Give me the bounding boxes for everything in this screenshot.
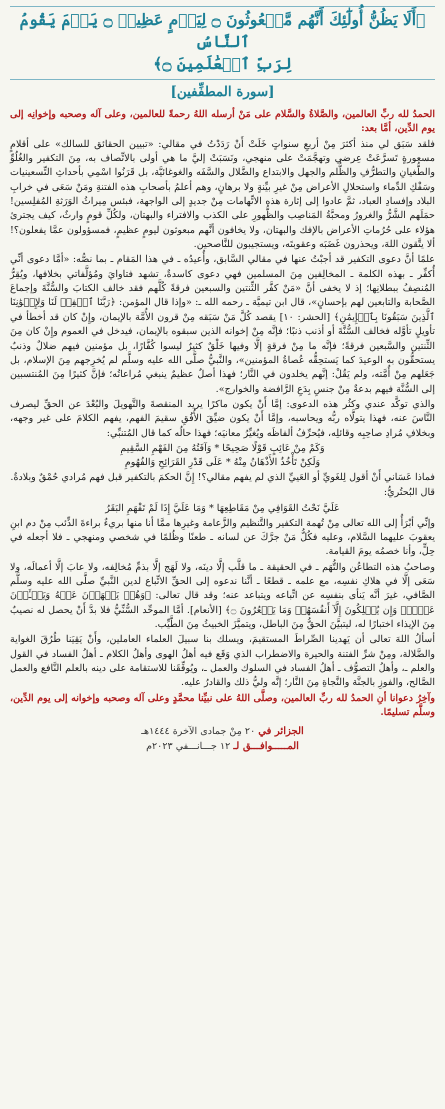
gregorian-date-value: ١٢ جـــانـــفي ٢٠٢٣م	[146, 741, 231, 753]
gregorian-date-label: المـــــوافـــق لـ	[233, 741, 299, 753]
paragraph-6: أسألُ اللهَ تعالى أن يَهدينا الصِّراطَ المستقيمَ، ويسلك بنا سبيلَ العلماء العاملين، وأَنْ يَقِيَنا طُرُقَ الغواية والضَّلالة، ومِنْ شرِّ الفتنة والحيرة والاضطراب الذي وَقَع فيه أهلُ الهوى وأهلُ الكلام ـ أهلُ الفساد في القول والعلم ـ، وأهلُ التصوُّف ـ أهلُ الفساد في السلوك والعمل ـ، ويُوفِّقَنا للاستقامة على دينه بالعلم النَّافع والعمل الصَّالح، والفوزِ بالجنَّة والنَّجاةِ مِنَ النَّار؛ إنَّه وليُّ ذلك والقادرُ عليه.	[10, 634, 435, 689]
verse-line-2: لِرَبِّ ٱلۡعَٰلَمِينَ ۝﴾	[153, 54, 292, 73]
intro-praise: الحمدُ لله ربِّ العالمين، والصَّلاةُ والسَّلام على مَنْ أرسله اللهُ رحمةً للعالمين، وعلى آله وصحبه وإخوانِه إلى يوم الدِّين، أمَّا بعد:	[10, 109, 435, 135]
surah-name: [سورة المطفِّفين]	[170, 84, 275, 100]
verse-line-1: ﴿أَلَا يَظُنُّ أُولَٰٓئِكَ أَنَّهُم مَّبۡعُوثُونَ ۝ لِيَوۡمٍ عَظِيمٖ ۝ يَوۡمَ يَقُومُ ٱلنَّاسُ	[19, 10, 426, 51]
poem-line-1: وَكَمْ مِنْ عَائِبٍ قَوْلًا صَحِيحًا * وَآفَتُهُ مِنَ الفَهْمِ السَّقِيمِ	[120, 442, 325, 454]
paragraph-5: وصاحبُ هذه التطاعُن والتُّهَم ـ في الحقيقة ـ ما قلَّب إلَّا دينَه، ولا لَهَج إلَّا بذمِّ مُخالِفه، ولا عابَ إلَّا أعمالَه، ولا سَعَى إلَّا في هلاكِ نفسِه، مع علمه ـ قطعًا ـ أنَّنا ندعوه إلى الحقِّ الاتِّباع لدين النَّبيِّ صلَّى الله عليه وسلَّم الصَّافي، غيرَ أنَّه يَنأى بنفسِه عن اتِّباعه ويتباعد عنه؛ وقد قال تعالى: ﴿وَهُمۡ يَنۡهَوۡنَ عَنۡهُ وَيَنۡـَٔوۡنَ عَنۡهُۖ وَإِن يُهۡلِكُونَ إِلَّآ أَنفُسَهُمۡ وَمَا يَشۡعُرُونَ ۝﴾ [الأنعام]. أمَّا الموحِّد السُّنِّيُّ فلا بدَّ أَنْ يحصل له نصيبٌ مِنَ الإيذاء اختبارًا له، ليتبيَّنَ الحقُّ مِنَ الباطل، ويتميَّزَ الخبيثُ مِنَ الطَّيِّب.	[10, 561, 435, 630]
hijri-date-row	[10, 724, 435, 739]
date-block	[10, 724, 435, 754]
gregorian-date-row	[10, 739, 435, 754]
hijri-date-value: ٢٠ مِنْ جمادى الآخرة ١٤٤٤هـ	[141, 726, 256, 738]
verse-header	[10, 6, 435, 80]
poem-label-buhturi: قال البُحتُريُّ:	[383, 487, 435, 499]
paragraph-after-poem: فماذا عَسَاني أَنْ أقول لِلغَويِّ أو العَييِّ الذي لم يفهم مقالي؟! إِنَّ الحكمَ بالتكفير قبل فهم مُرادي حُمْقٌ وبلادةٌ.	[10, 471, 435, 483]
poem-buhturi	[10, 502, 435, 516]
closing-prayer: وآخِرُ دعوانا أنِ الحمدُ لله ربِّ العالمين، وصلَّى اللهُ على نبيِّنا محمَّدٍ وعلى آله وصحبه وإخوانه إلى يوم الدِّين، وسلَّم تسليمًا.	[10, 692, 435, 719]
hijri-date-label: الجزائر في	[258, 726, 304, 738]
paragraph-2: علمًا أنَّ دعوى التكفير قد أجبْتُ عنها في مقالي السَّابق، وأُعيدُه ـ في هذا المَقام ـ بما نصُّه: «أمَّا دعوى أنِّي أُكفِّر ـ بهذه الكلمة ـ المخالِفين مِنَ المسلمين فهي دعوى كاسدةٌ، تشهد فتاوايَ ومُؤلَّفاتي بخلافها، ويُقِرُّ المُنصِفُ ببطلانِها؛ إذ لا يخفى أنَّ «مَنْ كفَّر الثِّنتين والسبعين فرقةً كُلَّهم فقد خالف الكتابَ والسُّنَّةَ وإجماعَ الصَّحابة والتابعين لهم بإحسانٍ»، قال ابن تيميَّة ـ رحمه الله ـ: «وإذا قال المؤمن: ﴿رَبَّنَا ٱغۡفِرۡ لَنَا وَلِإِخۡوَٰنِنَا ٱلَّذِينَ سَبَقُونَا بِٱلۡإِيمَٰنِ﴾ [الحشر: ١٠] يقصد كُلَّ مَنْ سَبَقه مِنْ قرون الأُمَّة بالإيمان، وإِنْ كان قد أخطأ في تأويلٍ تأوَّله فخالف السُّنَّةَ أو أذنب ذنبًا؛ فإنَّه مِنْ إخوانه الذين سبقوه بالإيمان، فيدخل في العموم وإِنْ كان مِنَ الثِّنتين والسَّبعين فرقةً؛ فإنَّه ما مِنْ فرقةٍ إلَّا وفيها خَلْقٌ كثيرٌ ليسوا كُفَّارًا، بل مؤمنين فيهم ضلالٌ وذنبٌ يستحقُّون به الوعيدَ كما يَستحِقُّه عُصاةُ المؤمنين»، والنَّبيُّ صلَّى الله عليه وسلَّم لم يُخرِجهم مِنَ الإسلام، بل جَعَلهم مِنْ أُمَّته، ولم يَقُلْ: إنَّهم يخلدون في النَّار؛ فهذا أصلٌ عظيمٌ ينبغي مُراعاتُه؛ فإنَّ كثيرًا مِنَ المُنتسبين إلى السُّنَّة فيهم بدعةٌ مِنْ جنسِ بِدَعِ الرَّافضة والخوارج».	[10, 254, 435, 395]
poem-line-2: وَلَكِنْ تَأْخُذُ الأَذْهَانُ مِنْهُ * عَلَى قَدْرِ القَرَائِحِ وَالفُهُومِ	[124, 456, 321, 468]
poem-mutanabbi	[10, 442, 435, 470]
paragraph-3: والذي توكَّد عندي وكثُر هذه الدعوى: إمَّا أَنْ يكون ماكرًا يريد المنقصةَ والتَّهويلَ والبُعْدَ عن الحقِّ ليصرف النَّاسَ عنه، فهذا يتولَّاه ربُّه ويحاسبه، وإمَّا أَنْ يكون ضيِّقَ الأُفُقِ سقيمَ الفهم، يفهم الكلامَ على غير وجهه، وبخلافِ مُرادِ صاحِبِه وقائلِه، فيُحرِّفُ ألفاظَه ويُغيِّرُ معانيَه؛ فهذا حالُه كما قال المُتنبِّي:	[10, 398, 435, 439]
poem-line-3: عَلَيَّ نَحْتُ القَوَافِي مِنْ مَقَاطِعِهَا * وَمَا عَلَيَّ إِذَا لَمْ تَفْهَمِ البَقَرُ	[105, 502, 340, 514]
paragraph-4: وإنِّي أبْرَأُ إلى الله تعالى مِنْ تُهمة التكفير والتَّنظيم والزَّعامة وغيرِها ممَّا أنا منها بريءٌ براءةَ الذِّئب مِنْ دم ابنِ يعقوبَ عليهما السَّلام، وعليه فكُلُّ مَنْ جرَّكَ عن لسانه ـ طعنًا وظُلمًا في شخصي ومنهجي ـ فلا أجعله في حِلٍّ، وأنا خصمُه يومَ القيامة.	[10, 517, 435, 558]
article-body	[10, 108, 435, 754]
paragraph-1: فلقد سَبَق لي منذ أكثرَ مِنْ أربعِ سنواتٍ خَلَتْ أَنْ رَدَدْتُ في مقالي: «تبيين الحقائق للسالك» على أقلامٍ مسعورةٍ تَسرَّعَتْ عِرضي وتهجَّمَتْ على منهجي، ونَسَبَتْ إليَّ ما هي أولى بالاتِّصاف به، مِنَ التكفير والغُلُوِّ والطُّغيانِ والتطرُّفِ والظُّلم والجهل والابتداع والضَّلال والسَّفَه والغوغائيَّة، بل قَرَنُوا اسْمِي بأحداثِ التِّسعينيات وسَفْكِ الدِّماء واستحلالِ الأعراض مِنْ غيرِ بيِّنةٍ ولا برهانٍ، وهم أعلمُ بأصحابِ هذه الفتنةِ ومَنْ سَعَى في خرابِ البلاد وإفسادِ العباد، ثمَّ عادوا إلى إثارة هذه الاتِّهامات مِنْ جديدٍ إلى الواجهة، فبئس مِيراثُ الوَرَثةِ المُفلِسين! حمَلَهم الشَّرُّ والغرورُ ومحبَّةُ المَناصِب والظُّهورِ على الكذب والافتراء والبهتان، ولكُلِّ قومٍ وارثٌ، كيف يجترئ هؤلاء على حُرُماتِ الأعراض بالإفك والبهتان، ولا يخافون أنَّهم مبعوثون ليومٍ عظيمٍ، فمسؤولون عمَّا يفعلون؟! ألا يتَّقون اللهَ، ويحذرون غَضَبَه وعقوبتَه، ويستجيبون للنَّاصحين.	[10, 138, 435, 251]
